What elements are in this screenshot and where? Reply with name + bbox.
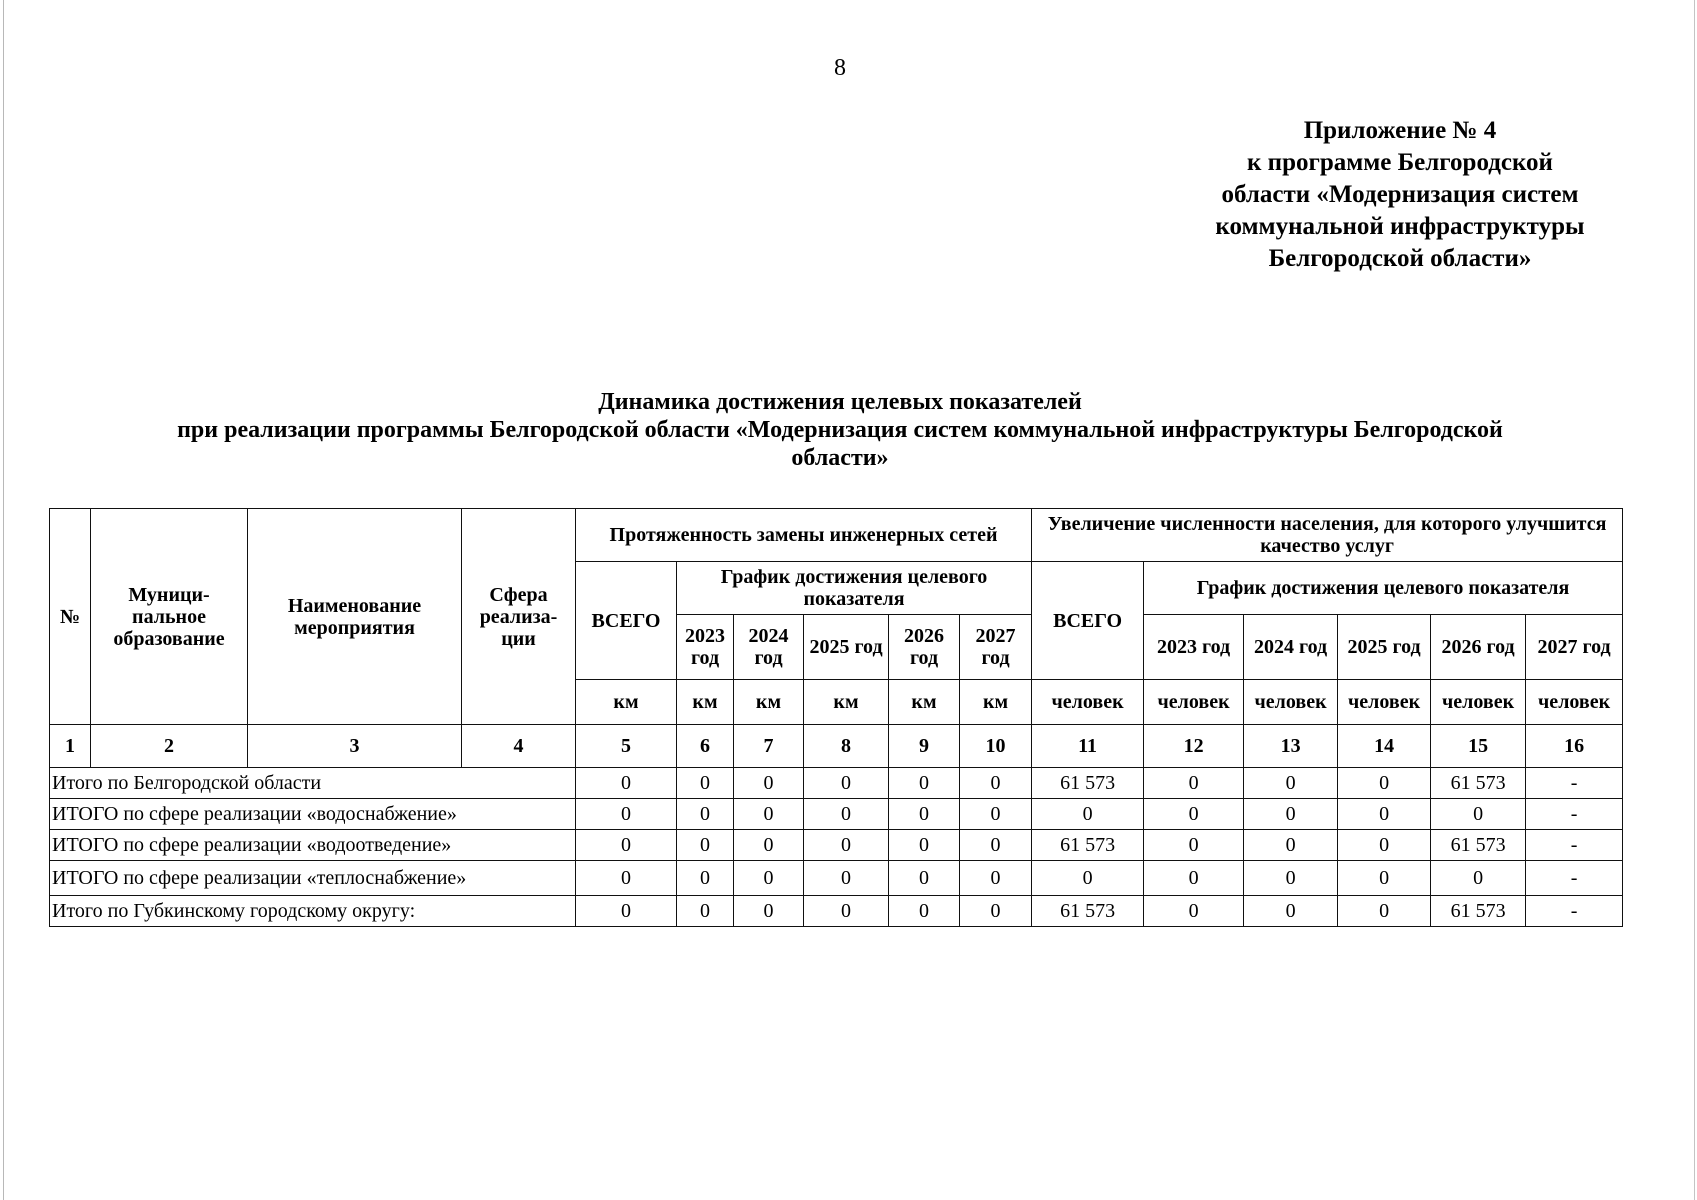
column-number: 3	[248, 725, 462, 768]
page-number: 8	[834, 55, 846, 81]
header-networks-year: 2027 год	[960, 615, 1032, 680]
unit-km: км	[677, 680, 734, 725]
table-cell: 0	[677, 830, 734, 861]
column-number: 14	[1338, 725, 1431, 768]
row-label: Итого по Губкинскому городскому округу:	[50, 896, 576, 927]
column-number: 15	[1431, 725, 1526, 768]
column-number: 2	[91, 725, 248, 768]
table-cell: 0	[1144, 799, 1244, 830]
column-number: 7	[734, 725, 804, 768]
table-cell: 0	[960, 861, 1032, 896]
table-cell: 0	[1244, 768, 1338, 799]
table-cell: 0	[1431, 799, 1526, 830]
header-population-total: ВСЕГО	[1032, 562, 1144, 680]
table-cell: 0	[889, 861, 960, 896]
table-cell: 61 573	[1431, 768, 1526, 799]
unit-people: человек	[1526, 680, 1623, 725]
table-cell: 0	[576, 768, 677, 799]
table-cell: 0	[1144, 830, 1244, 861]
header-no: №	[50, 509, 91, 725]
unit-people: человек	[1244, 680, 1338, 725]
table-cell: 0	[734, 861, 804, 896]
table-cell: 0	[1338, 896, 1431, 927]
table-cell: 0	[677, 799, 734, 830]
table-cell: 0	[1338, 861, 1431, 896]
header-population-year: 2023 год	[1144, 615, 1244, 680]
header-municipality: Муници-пальное образование	[91, 509, 248, 725]
column-number: 11	[1032, 725, 1144, 768]
header-networks-year: 2024 год	[734, 615, 804, 680]
table-cell: 0	[804, 861, 889, 896]
table-cell: 0	[1244, 799, 1338, 830]
indicators-table	[49, 508, 1623, 927]
table-cell: -	[1526, 896, 1623, 927]
unit-km: км	[804, 680, 889, 725]
header-sphere: Сфера реализа-ции	[462, 509, 576, 725]
unit-people: человек	[1431, 680, 1526, 725]
scan-edge-left	[3, 0, 4, 1200]
table-cell: 0	[1032, 799, 1144, 830]
header-networks-schedule: График достижения целевого показателя	[677, 562, 1032, 615]
table-cell: 0	[889, 830, 960, 861]
table-cell: 0	[960, 830, 1032, 861]
header-networks-total: ВСЕГО	[576, 562, 677, 680]
column-number: 5	[576, 725, 677, 768]
table-cell: 0	[734, 896, 804, 927]
appendix-line: коммунальной инфраструктуры	[1215, 213, 1585, 240]
table-cell: 0	[677, 861, 734, 896]
column-number: 9	[889, 725, 960, 768]
table-cell: -	[1526, 861, 1623, 896]
table-cell: 61 573	[1431, 830, 1526, 861]
header-population-year: 2027 год	[1526, 615, 1623, 680]
table-cell: 0	[677, 768, 734, 799]
table-cell: 0	[804, 830, 889, 861]
table-cell: 0	[1338, 799, 1431, 830]
title-line: Динамика достижения целевых показателей	[598, 389, 1082, 415]
unit-km: км	[734, 680, 804, 725]
appendix-header	[1160, 115, 1640, 275]
table-cell: 0	[576, 896, 677, 927]
column-number: 1	[50, 725, 91, 768]
table-cell: 0	[889, 896, 960, 927]
header-event-name: Наименование мероприятия	[248, 509, 462, 725]
table-cell: 0	[576, 799, 677, 830]
table-cell: 61 573	[1032, 896, 1144, 927]
appendix-line: к программе Белгородской	[1247, 149, 1553, 176]
column-number: 13	[1244, 725, 1338, 768]
header-population-group: Увеличение численности населения, для которого улучшится качество услуг	[1032, 509, 1623, 562]
table-cell: 0	[576, 861, 677, 896]
unit-km: км	[576, 680, 677, 725]
table-cell: 0	[889, 768, 960, 799]
unit-people: человек	[1032, 680, 1144, 725]
row-label: Итого по Белгородской области	[50, 768, 576, 799]
row-label: ИТОГО по сфере реализации «водоотведение»	[50, 830, 576, 861]
table-cell: 0	[889, 799, 960, 830]
unit-km: км	[889, 680, 960, 725]
header-networks-year: 2026 год	[889, 615, 960, 680]
unit-people: человек	[1338, 680, 1431, 725]
header-networks-group: Протяженность замены инженерных сетей	[576, 509, 1032, 562]
table-cell: -	[1526, 768, 1623, 799]
column-number: 6	[677, 725, 734, 768]
column-number: 4	[462, 725, 576, 768]
column-number: 16	[1526, 725, 1623, 768]
table-cell: 0	[576, 830, 677, 861]
table-cell: 0	[1244, 861, 1338, 896]
appendix-line: Белгородской области»	[1268, 245, 1532, 272]
table-cell: 0	[1431, 861, 1526, 896]
table-cell: 61 573	[1032, 768, 1144, 799]
header-population-schedule: График достижения целевого показателя	[1144, 562, 1623, 615]
table-cell: 0	[734, 830, 804, 861]
table-cell: 61 573	[1431, 896, 1526, 927]
table-cell: 0	[734, 768, 804, 799]
title-line: при реализации программы Белгородской области «Модернизация систем коммунальной инфраструктуры Белгородской	[177, 417, 1503, 443]
table-cell: 0	[1144, 896, 1244, 927]
header-population-year: 2026 год	[1431, 615, 1526, 680]
table-cell: 0	[804, 799, 889, 830]
table-row	[50, 768, 1623, 799]
column-number: 12	[1144, 725, 1244, 768]
table-cell: 61 573	[1032, 830, 1144, 861]
table-cell: 0	[1144, 861, 1244, 896]
header-networks-year: 2025 год	[804, 615, 889, 680]
table-cell: 0	[1032, 861, 1144, 896]
table-cell: 0	[960, 768, 1032, 799]
table-cell: 0	[1244, 896, 1338, 927]
table-cell: 0	[804, 768, 889, 799]
unit-km: км	[960, 680, 1032, 725]
row-label: ИТОГО по сфере реализации «водоснабжение»	[50, 799, 576, 830]
header-population-year: 2025 год	[1338, 615, 1431, 680]
column-number: 10	[960, 725, 1032, 768]
appendix-line: области «Модернизация систем	[1221, 181, 1579, 208]
table-row	[50, 830, 1623, 861]
title-line: области»	[791, 445, 889, 471]
table-row	[50, 799, 1623, 830]
table-cell: 0	[1338, 830, 1431, 861]
scan-edge-right	[1694, 0, 1695, 1200]
appendix-line: Приложение № 4	[1303, 117, 1497, 144]
header-population-year: 2024 год	[1244, 615, 1338, 680]
table-cell: 0	[1338, 768, 1431, 799]
unit-people: человек	[1144, 680, 1244, 725]
table-cell: 0	[1244, 830, 1338, 861]
row-label: ИТОГО по сфере реализации «теплоснабжение»	[50, 861, 576, 896]
table-cell: 0	[734, 799, 804, 830]
document-title	[60, 388, 1620, 472]
table-cell: -	[1526, 799, 1623, 830]
table-cell: 0	[960, 799, 1032, 830]
table-row	[50, 896, 1623, 927]
table-cell: 0	[960, 896, 1032, 927]
column-number: 8	[804, 725, 889, 768]
table-cell: 0	[1144, 768, 1244, 799]
table-row	[50, 861, 1623, 896]
header-networks-year: 2023 год	[677, 615, 734, 680]
table-cell: -	[1526, 830, 1623, 861]
table-cell: 0	[804, 896, 889, 927]
table-cell: 0	[677, 896, 734, 927]
